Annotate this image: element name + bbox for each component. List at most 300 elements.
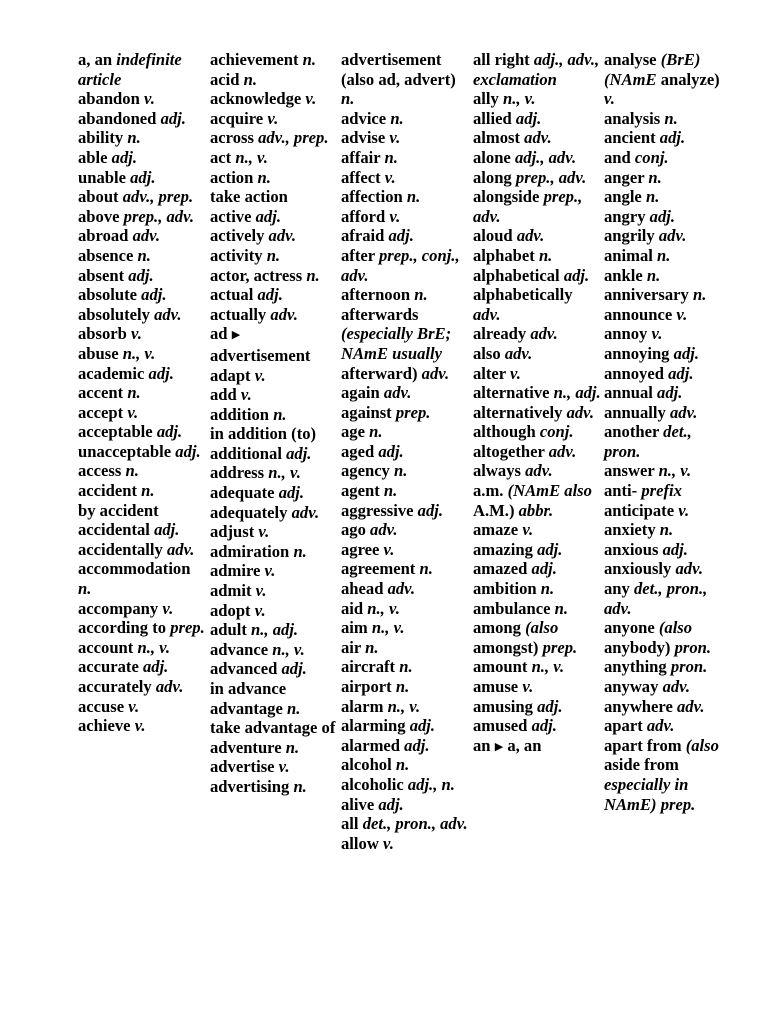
part-of-speech: det., pron., adv. [604,579,708,618]
dictionary-entry [473,422,601,442]
part-of-speech: n. [414,285,428,305]
part-of-speech: n., adj. [553,383,601,403]
usage-note: (BrE) (NAmE [604,50,701,89]
headword: another [604,422,660,442]
dictionary-entry [341,442,469,462]
dictionary-entry [473,599,601,619]
headword: apart from [604,735,682,755]
part-of-speech: n. [399,657,413,677]
part-of-speech: adv. [566,402,595,422]
dictionary-entry [210,503,338,523]
headword: alarming [341,716,406,736]
dictionary-entry [604,481,732,501]
part-of-speech: adv. [166,539,195,559]
headword: advise [341,128,386,148]
headword: air [341,637,361,657]
part-of-speech: n. [540,579,555,599]
dictionary-entry [210,305,338,325]
headword: alarm [341,696,384,716]
dictionary-entry [78,246,206,266]
dictionary-entry [78,109,206,129]
headword: abroad [78,226,129,246]
part-of-speech: n. [646,265,661,285]
part-of-speech: n. [648,167,662,187]
part-of-speech: n. [287,698,301,718]
part-of-speech: n. [266,245,281,265]
part-of-speech: prep. [395,402,431,422]
part-of-speech: adj. [537,696,563,716]
dictionary-entry [341,383,469,403]
dictionary-entry [341,520,469,540]
dictionary-entry [604,285,732,305]
part-of-speech: adj. [286,443,312,463]
headword: ankle [604,265,643,285]
dictionary-entry [341,657,469,677]
headword: actually [210,304,267,324]
headword: anything [604,657,667,677]
dictionary-entry [604,520,732,540]
headword: anticipate [604,500,675,520]
headword: achievement [210,50,299,69]
headword: anger [604,167,645,187]
part-of-speech: n. [137,245,151,265]
part-of-speech: pron. [674,637,711,657]
part-of-speech: v. [258,522,270,542]
part-of-speech: adv. [677,696,705,716]
headword: anniversary [604,285,689,305]
part-of-speech: n. [406,187,421,207]
dictionary-entry [210,463,338,483]
dictionary-entry [473,324,601,344]
dictionary-entry [78,422,206,442]
dictionary-entry [604,344,732,364]
headword: against [341,402,392,422]
headword: alcohol [341,755,392,775]
part-of-speech: n., v. [658,461,692,481]
part-of-speech: v. [128,696,140,716]
dictionary-entry [341,422,469,442]
dictionary-entry [341,638,469,658]
headword-variant: A.M.) [473,500,515,520]
dictionary-entry [341,795,469,815]
dictionary-entry [341,168,469,188]
headword: agent [341,481,380,501]
part-of-speech: adj. [160,108,186,128]
part-of-speech: abbr. [518,500,554,520]
part-of-speech: n. [341,89,355,109]
usage-note: (especially BrE; NAmE usually [341,324,452,363]
dictionary-entry [78,226,206,246]
dictionary-entry [210,366,338,386]
headword: a.m. [473,481,504,501]
part-of-speech: v. [676,304,688,324]
part-of-speech: n. [127,128,141,148]
dictionary-entry [341,481,469,501]
dictionary-entry [210,444,338,464]
headword: academic [78,363,145,383]
headword: in advance [210,679,287,698]
dictionary-entry [210,405,338,425]
part-of-speech: adj. [537,539,563,559]
headword: account [78,637,134,657]
part-of-speech: adj. [378,794,404,814]
headword: unacceptable [78,441,172,461]
headword: acknowledge [210,89,302,109]
dictionary-entry [210,128,338,148]
part-of-speech: adv. [383,383,412,403]
headword: ability [78,128,124,148]
part-of-speech: v. [389,128,401,148]
dictionary-entry [210,542,338,562]
headword: aircraft [341,657,396,677]
part-of-speech: adv. [530,324,558,344]
dictionary-entry [604,148,732,168]
headword: absent [78,265,125,285]
headword: accept [78,402,124,422]
part-of-speech: v. [305,89,317,109]
part-of-speech: prep., adv. [515,167,587,187]
part-of-speech: v. [651,324,663,344]
headword: admiration [210,541,290,561]
dictionary-entry [210,679,338,699]
dictionary-entry [210,620,338,640]
headword: advertise [210,757,275,777]
headword: alphabetically [473,285,573,305]
dictionary-entry [210,109,338,129]
part-of-speech: adv. [525,461,553,481]
dictionary-entry [341,128,469,148]
dictionary-entry [341,246,469,285]
part-of-speech: adv. [516,226,545,246]
headword: anxiety [604,520,656,540]
dictionary-entry [341,50,469,109]
dictionary-entry [341,207,469,227]
part-of-speech: adj. [417,500,444,520]
headword: anyway [604,677,659,696]
headword: anti- [604,481,638,501]
part-of-speech: v. [264,561,276,581]
dictionary-entry [210,738,338,758]
headword: by accident [78,500,159,520]
headword: take action [210,187,288,207]
dictionary-entry [210,757,338,777]
headword: adult [210,620,247,640]
headword: and [604,147,631,167]
dictionary-entry [473,109,601,129]
headword: action [210,167,254,187]
dictionary-entry [473,383,601,403]
dictionary-entry [604,168,732,188]
headword: along [473,167,512,187]
part-of-speech: adv., prep. [258,128,329,148]
headword: angry [604,206,646,226]
headword: announce [604,304,673,324]
part-of-speech: v. [143,89,155,109]
dictionary-entry [604,246,732,266]
headword: amusing [473,696,533,716]
dictionary-entry [210,581,338,601]
dictionary-entry [604,207,732,227]
dictionary-entry [473,736,601,758]
dictionary-entry [604,559,732,579]
headword: annoyed [604,363,664,383]
headword: accidentally [78,539,163,559]
headword: accidental [78,520,150,540]
dictionary-entry [78,207,206,227]
dictionary-entry [473,344,601,364]
headword: anywhere [604,696,673,716]
headword: achieve [78,716,131,736]
part-of-speech: v. [267,108,279,128]
headword: affection [341,187,403,207]
part-of-speech: v. [255,581,267,601]
headword: add [210,385,237,405]
headword: admire [210,561,261,581]
dictionary-entry [78,128,206,148]
part-of-speech: v. [127,402,139,422]
dictionary-entry [341,697,469,717]
part-of-speech: adv. [291,502,320,522]
headword: adequately [210,502,288,522]
dictionary-entry [78,266,206,286]
dictionary-entry [473,403,601,423]
part-of-speech: adv. [268,226,297,246]
part-of-speech: n. [538,245,553,265]
headword: advance [210,639,269,659]
dictionary-entry [473,481,601,520]
dictionary-entry [604,226,732,246]
part-of-speech: v. [384,167,396,187]
dictionary-entry [210,324,338,365]
dictionary-entry [78,657,206,677]
headword: alive [341,794,375,814]
headword: additional [210,443,282,463]
part-of-speech: adj. [409,716,436,736]
headword: unable [78,167,126,187]
dictionary-entry [341,618,469,638]
headword-variant: amongst) [473,637,539,657]
dictionary-entry [604,128,732,148]
headword: adjust [210,522,255,542]
dictionary-entry [341,148,469,168]
part-of-speech: prefix [641,481,682,501]
dictionary-entry [78,364,206,384]
part-of-speech: n., v. [387,696,421,716]
headword: acquire [210,108,264,128]
part-of-speech: v. [522,677,534,696]
headword: although [473,422,536,442]
dictionary-entry [210,168,338,188]
headword: absorb [78,324,127,344]
part-of-speech: n. [365,637,379,657]
dictionary-entry [604,324,732,344]
dictionary-entry [78,442,206,462]
part-of-speech: n., v. [122,343,156,363]
part-of-speech: v. [254,365,266,385]
headword: allow [341,833,379,853]
dictionary-entry [604,461,732,481]
part-of-speech: adv. [270,304,298,324]
headword: ambulance [473,598,551,618]
part-of-speech: n. [141,481,155,501]
headword: active [210,206,252,226]
part-of-speech: adj. [515,108,542,128]
dictionary-entry [473,559,601,579]
dictionary-entry [341,716,469,736]
part-of-speech: adj., n. [407,774,455,794]
part-of-speech: n. [383,481,398,501]
headword: act [210,147,232,167]
part-of-speech: adv. [662,677,691,696]
dictionary-entry [473,148,601,168]
headword: able [78,147,108,167]
dictionary-entry [78,677,206,697]
headword: accuse [78,696,125,716]
headword: absolute [78,285,138,305]
part-of-speech: n. [369,422,383,442]
headword: allied [473,108,512,128]
headword: amount [473,657,528,677]
part-of-speech: conj. [634,147,669,167]
dictionary-entry [210,266,338,286]
part-of-speech: prep. [542,637,578,657]
part-of-speech: adv. [132,226,161,246]
dictionary-entry [78,324,206,344]
cross-reference: advertisement [210,345,311,365]
dictionary-entry [473,618,601,657]
headword: according to [78,618,167,638]
part-of-speech: n., adj. [251,620,299,640]
headword: anyone [604,618,655,638]
headword: affair [341,147,381,167]
part-of-speech: n. [554,598,568,618]
dictionary-entry [210,522,338,542]
dictionary-entry [473,716,601,736]
part-of-speech: prep., adv. [473,187,583,226]
headword: altogether [473,441,545,461]
dictionary-entry [210,659,338,679]
headword: alcoholic [341,774,404,794]
part-of-speech: n., v. [235,147,268,167]
dictionary-entry [210,246,338,266]
dictionary-entry [341,109,469,129]
part-of-speech: v. [383,539,395,559]
part-of-speech: adj. [531,559,557,579]
part-of-speech: adv. [154,304,182,324]
headword: annually [604,402,666,422]
headword: agency [341,461,390,481]
headword: address [210,463,265,483]
headword: all right [473,50,530,69]
headword: activity [210,245,263,265]
headword: anxiously [604,559,672,579]
dictionary-entry [473,89,601,109]
part-of-speech: adj. [673,343,699,363]
dictionary-entry [210,424,338,444]
part-of-speech: v. [162,598,174,618]
headword: actor, actress [210,265,303,285]
dictionary-entry [78,461,206,481]
part-of-speech: n. [664,108,678,128]
dictionary-entry [210,718,338,738]
headword: ad [210,324,228,344]
headword: admit [210,581,252,601]
part-of-speech: v. [604,89,615,109]
dictionary-entry [341,775,469,795]
headword: annual [604,383,653,403]
headword: almost [473,128,521,148]
dictionary-entry [473,657,601,677]
part-of-speech: n. [293,541,307,561]
part-of-speech: adj. [154,520,180,540]
part-of-speech: v. [131,324,142,344]
headword: affect [341,167,381,187]
dictionary-entry [341,579,469,599]
dictionary-entry [473,677,601,697]
part-of-speech: prep. [170,618,205,638]
part-of-speech: adv. [675,559,703,579]
part-of-speech: n. [692,285,707,305]
headword: absence [78,245,134,265]
part-of-speech: adj. [142,657,169,677]
part-of-speech: n. [384,147,398,167]
part-of-speech: n. [645,187,660,207]
part-of-speech: n. [78,579,92,599]
headword: advertising [210,776,290,796]
headword: always [473,461,521,481]
headword: alternative [473,383,550,403]
headword: after [341,245,375,265]
headword: amazed [473,559,528,579]
part-of-speech: v. [382,833,394,853]
part-of-speech: n. [659,520,674,540]
dictionary-entry [78,540,206,560]
part-of-speech: adv. [658,226,687,246]
column-5 [604,50,732,814]
part-of-speech: adj. [156,422,183,442]
dictionary-entry [473,226,601,246]
dictionary-entry [210,483,338,503]
part-of-speech: adv. [155,677,184,696]
headword: already [473,324,527,344]
headword: amazing [473,539,533,559]
part-of-speech: prep., adv. [123,206,194,226]
headword: aim [341,618,368,638]
dictionary-entry [210,207,338,227]
headword: agree [341,539,380,559]
headword: adequate [210,483,275,503]
headword-variant: aside from [604,755,679,775]
dictionary-entry [473,168,601,188]
part-of-speech: adj. [175,441,201,461]
headword: access [78,461,122,481]
part-of-speech: n., v. [502,89,536,109]
part-of-speech: n. [419,559,433,579]
headword: afraid [341,226,385,246]
dictionary-entry [210,50,338,70]
headword-variant: anybody) [604,637,671,657]
headword: advantage [210,698,283,718]
part-of-speech: n. [395,755,410,775]
part-of-speech: det., pron., adv. [362,814,468,834]
headword: again [341,383,380,403]
dictionary-entry [473,364,601,384]
headword: abandoned [78,108,157,128]
headword: take advantage of [210,718,336,738]
part-of-speech: n. [257,167,271,187]
part-of-speech: adv. [473,304,501,324]
dictionary-entry [473,697,601,717]
